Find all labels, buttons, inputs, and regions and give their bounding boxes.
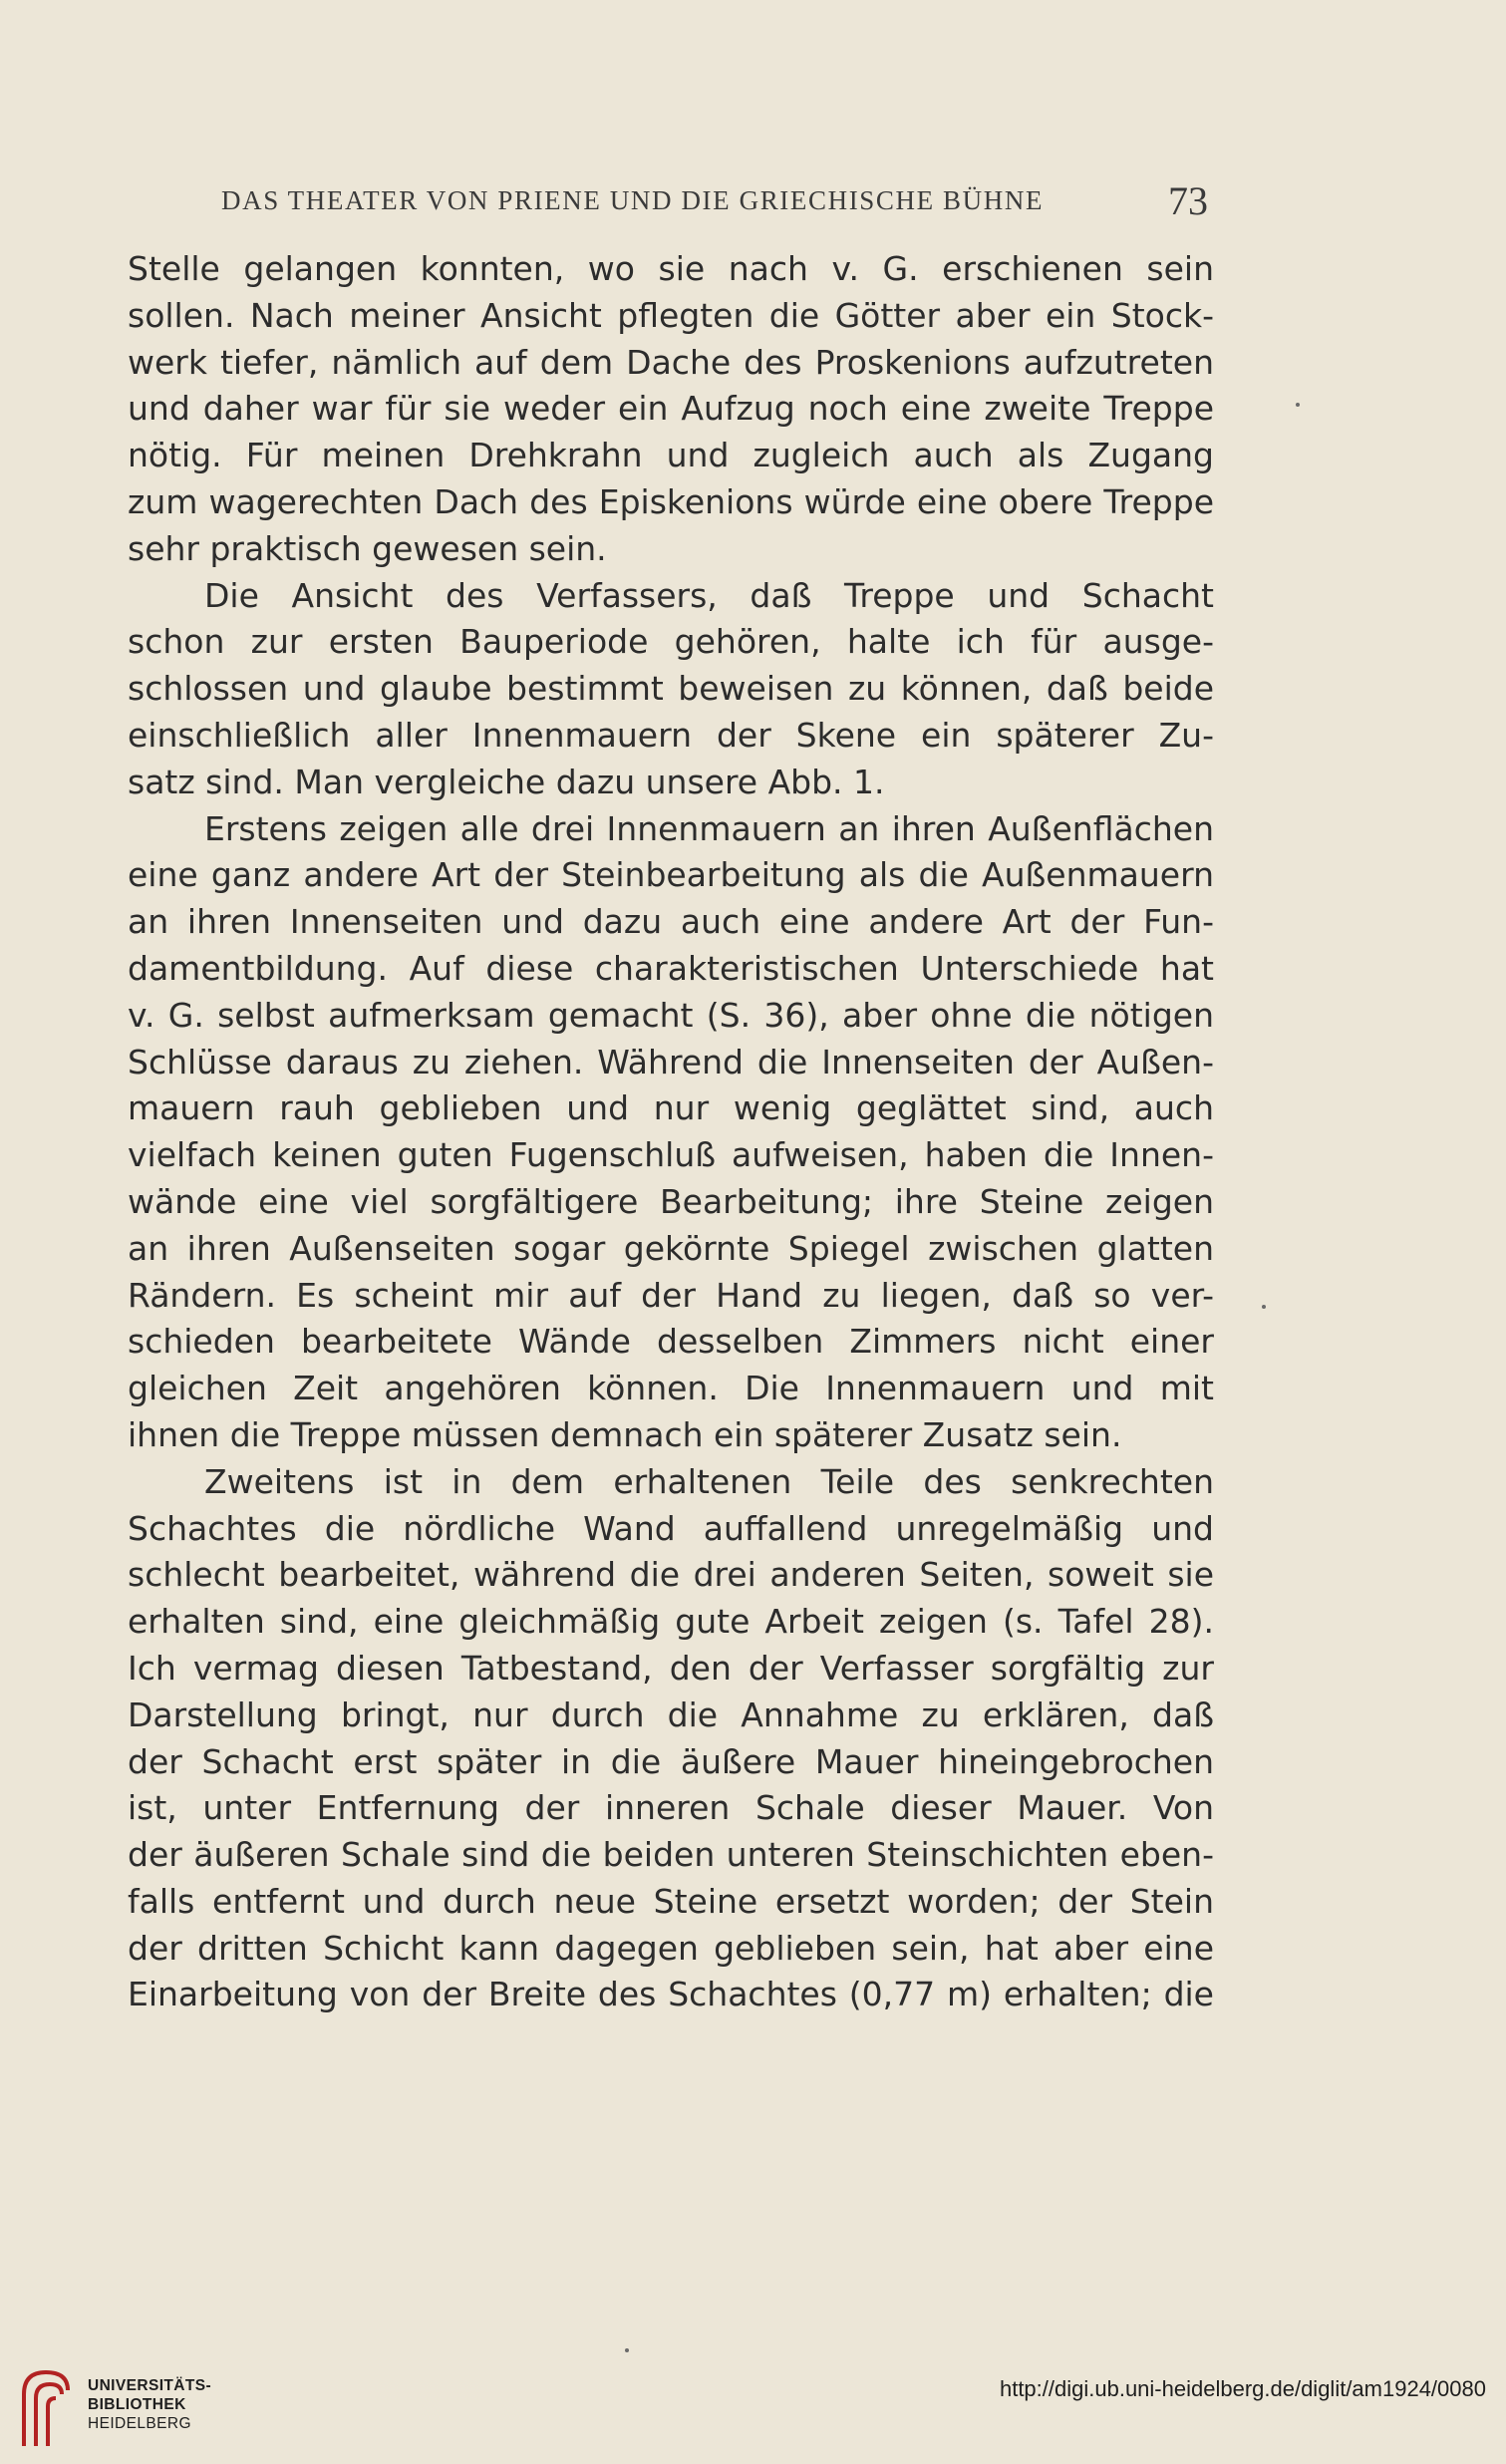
library-name (88, 2376, 211, 2433)
text-line: und daher war für sie weder ein Aufzug noch eine zweite Treppe (128, 389, 1214, 429)
text-line: gleichen Zeit angehören können. Die Innenmauern und mit (128, 1369, 1214, 1408)
text-line: sollen. Nach meiner Ansicht pflegten die Götter aber ein Stock- (128, 295, 1214, 335)
text-line: falls entfernt und durch neue Steine ersetzt worden; der Stein (128, 1881, 1214, 1921)
text-line: einschließlich aller Innenmauern der Skene ein späterer Zu- (128, 715, 1214, 755)
text-line: damentbildung. Auf diese charakteristischen Unterschiede hat (128, 948, 1214, 988)
text-line: sehr praktisch gewesen sein. (128, 528, 607, 568)
library-name-line: BIBLIOTHEK (88, 2396, 186, 2413)
text-line: Stelle gelangen konnten, wo sie nach v. G. erschienen sein (128, 249, 1214, 288)
paragraph (128, 806, 1214, 1459)
text-line: schlecht bearbeitet, während die drei anderen Seiten, soweit sie (128, 1555, 1214, 1595)
text-line: v. G. selbst aufmerksam gemacht (S. 36), aber ohne die nötigen (128, 995, 1214, 1035)
text-line: Rändern. Es scheint mir auf der Hand zu liegen, daß so ver- (128, 1275, 1214, 1315)
ink-speck (1296, 403, 1300, 407)
footer (0, 2350, 1506, 2464)
text-line: mauern rauh geblieben und nur wenig geglättet sind, auch (128, 1088, 1214, 1128)
text-line: zum wagerechten Dach des Episkenions würde eine obere Treppe (128, 481, 1214, 521)
text-line: Schlüsse daraus zu ziehen. Während die Innenseiten der Außen- (128, 1042, 1214, 1081)
text-line: Ich vermag diesen Tatbestand, den der Verfasser sorgfältig zur (128, 1648, 1214, 1688)
text-line: der dritten Schicht kann dagegen geblieben sein, hat aber eine (128, 1928, 1214, 1968)
text-line: Einarbeitung von der Breite des Schachtes (0,77 m) erhalten; die (128, 1975, 1214, 2014)
library-name-line: HEIDELBERG (88, 2415, 191, 2432)
text-line: vielfach keinen guten Fugenschluß aufweisen, haben die Innen- (128, 1135, 1214, 1175)
text-line: Schachtes die nördliche Wand auffallend unregelmäßig und (128, 1508, 1214, 1548)
text-line: ihnen die Treppe müssen demnach ein späterer Zusatz sein. (128, 1414, 1122, 1454)
running-head (221, 177, 1208, 225)
text-line: Erstens zeigen alle drei Innenmauern an ihren Außenflächen (204, 808, 1214, 848)
text-line: nötig. Für meinen Drehkrahn und zugleich auch als Zugang (128, 436, 1214, 475)
text-line: an ihren Außenseiten sogar gekörnte Spiegel zwischen glatten (128, 1228, 1214, 1268)
text-line: an ihren Innenseiten und dazu auch eine andere Art der Fun- (128, 902, 1214, 942)
ink-speck (1262, 1305, 1266, 1309)
text-line: der äußeren Schale sind die beiden unteren Steinschichten eben- (128, 1835, 1214, 1875)
text-line: schlossen und glaube bestimmt beweisen zu können, daß beide (128, 669, 1214, 709)
text-line: schon zur ersten Bauperiode gehören, halte ich für ausge- (128, 622, 1214, 662)
library-name-line: UNIVERSITÄTS- (88, 2377, 212, 2394)
text-line: satz sind. Man vergleiche dazu unsere Abb. 1. (128, 762, 885, 801)
text-line: wände eine viel sorgfältigere Bearbeitung; ihre Steine zeigen (128, 1181, 1214, 1221)
text-line: Die Ansicht des Verfassers, daß Treppe und Schacht (204, 575, 1214, 615)
text-line: eine ganz andere Art der Steinbearbeitung als die Außenmauern (128, 855, 1214, 895)
text-line: der Schacht erst später in die äußere Mauer hineingebrochen (128, 1741, 1214, 1781)
page-number: 73 (1168, 178, 1208, 223)
text-line: Zweitens ist in dem erhaltenen Teile des senkrechten (204, 1461, 1214, 1501)
body-text (128, 246, 1214, 2018)
paragraph (128, 1459, 1214, 2019)
text-line: ist, unter Entfernung der inneren Schale dieser Mauer. Von (128, 1788, 1214, 1828)
text-line: werk tiefer, nämlich auf dem Dache des Proskenions aufzutreten (128, 342, 1214, 382)
running-title: DAS THEATER VON PRIENE UND DIE GRIECHISCHE BÜHNE (221, 185, 1045, 215)
paragraph (128, 573, 1214, 806)
text-line: schieden bearbeitete Wände desselben Zimmers nicht einer (128, 1322, 1214, 1362)
source-url-link[interactable]: http://digi.ub.uni-heidelberg.de/diglit/am1924/0080 (999, 2376, 1486, 2401)
paragraph (128, 246, 1214, 573)
heidelberg-library-logo-icon (16, 2360, 76, 2454)
text-line: Darstellung bringt, nur durch die Annahme zu erklären, daß (128, 1694, 1214, 1734)
text-line: erhalten sind, eine gleichmäßig gute Arbeit zeigen (s. Tafel 28). (128, 1602, 1214, 1642)
